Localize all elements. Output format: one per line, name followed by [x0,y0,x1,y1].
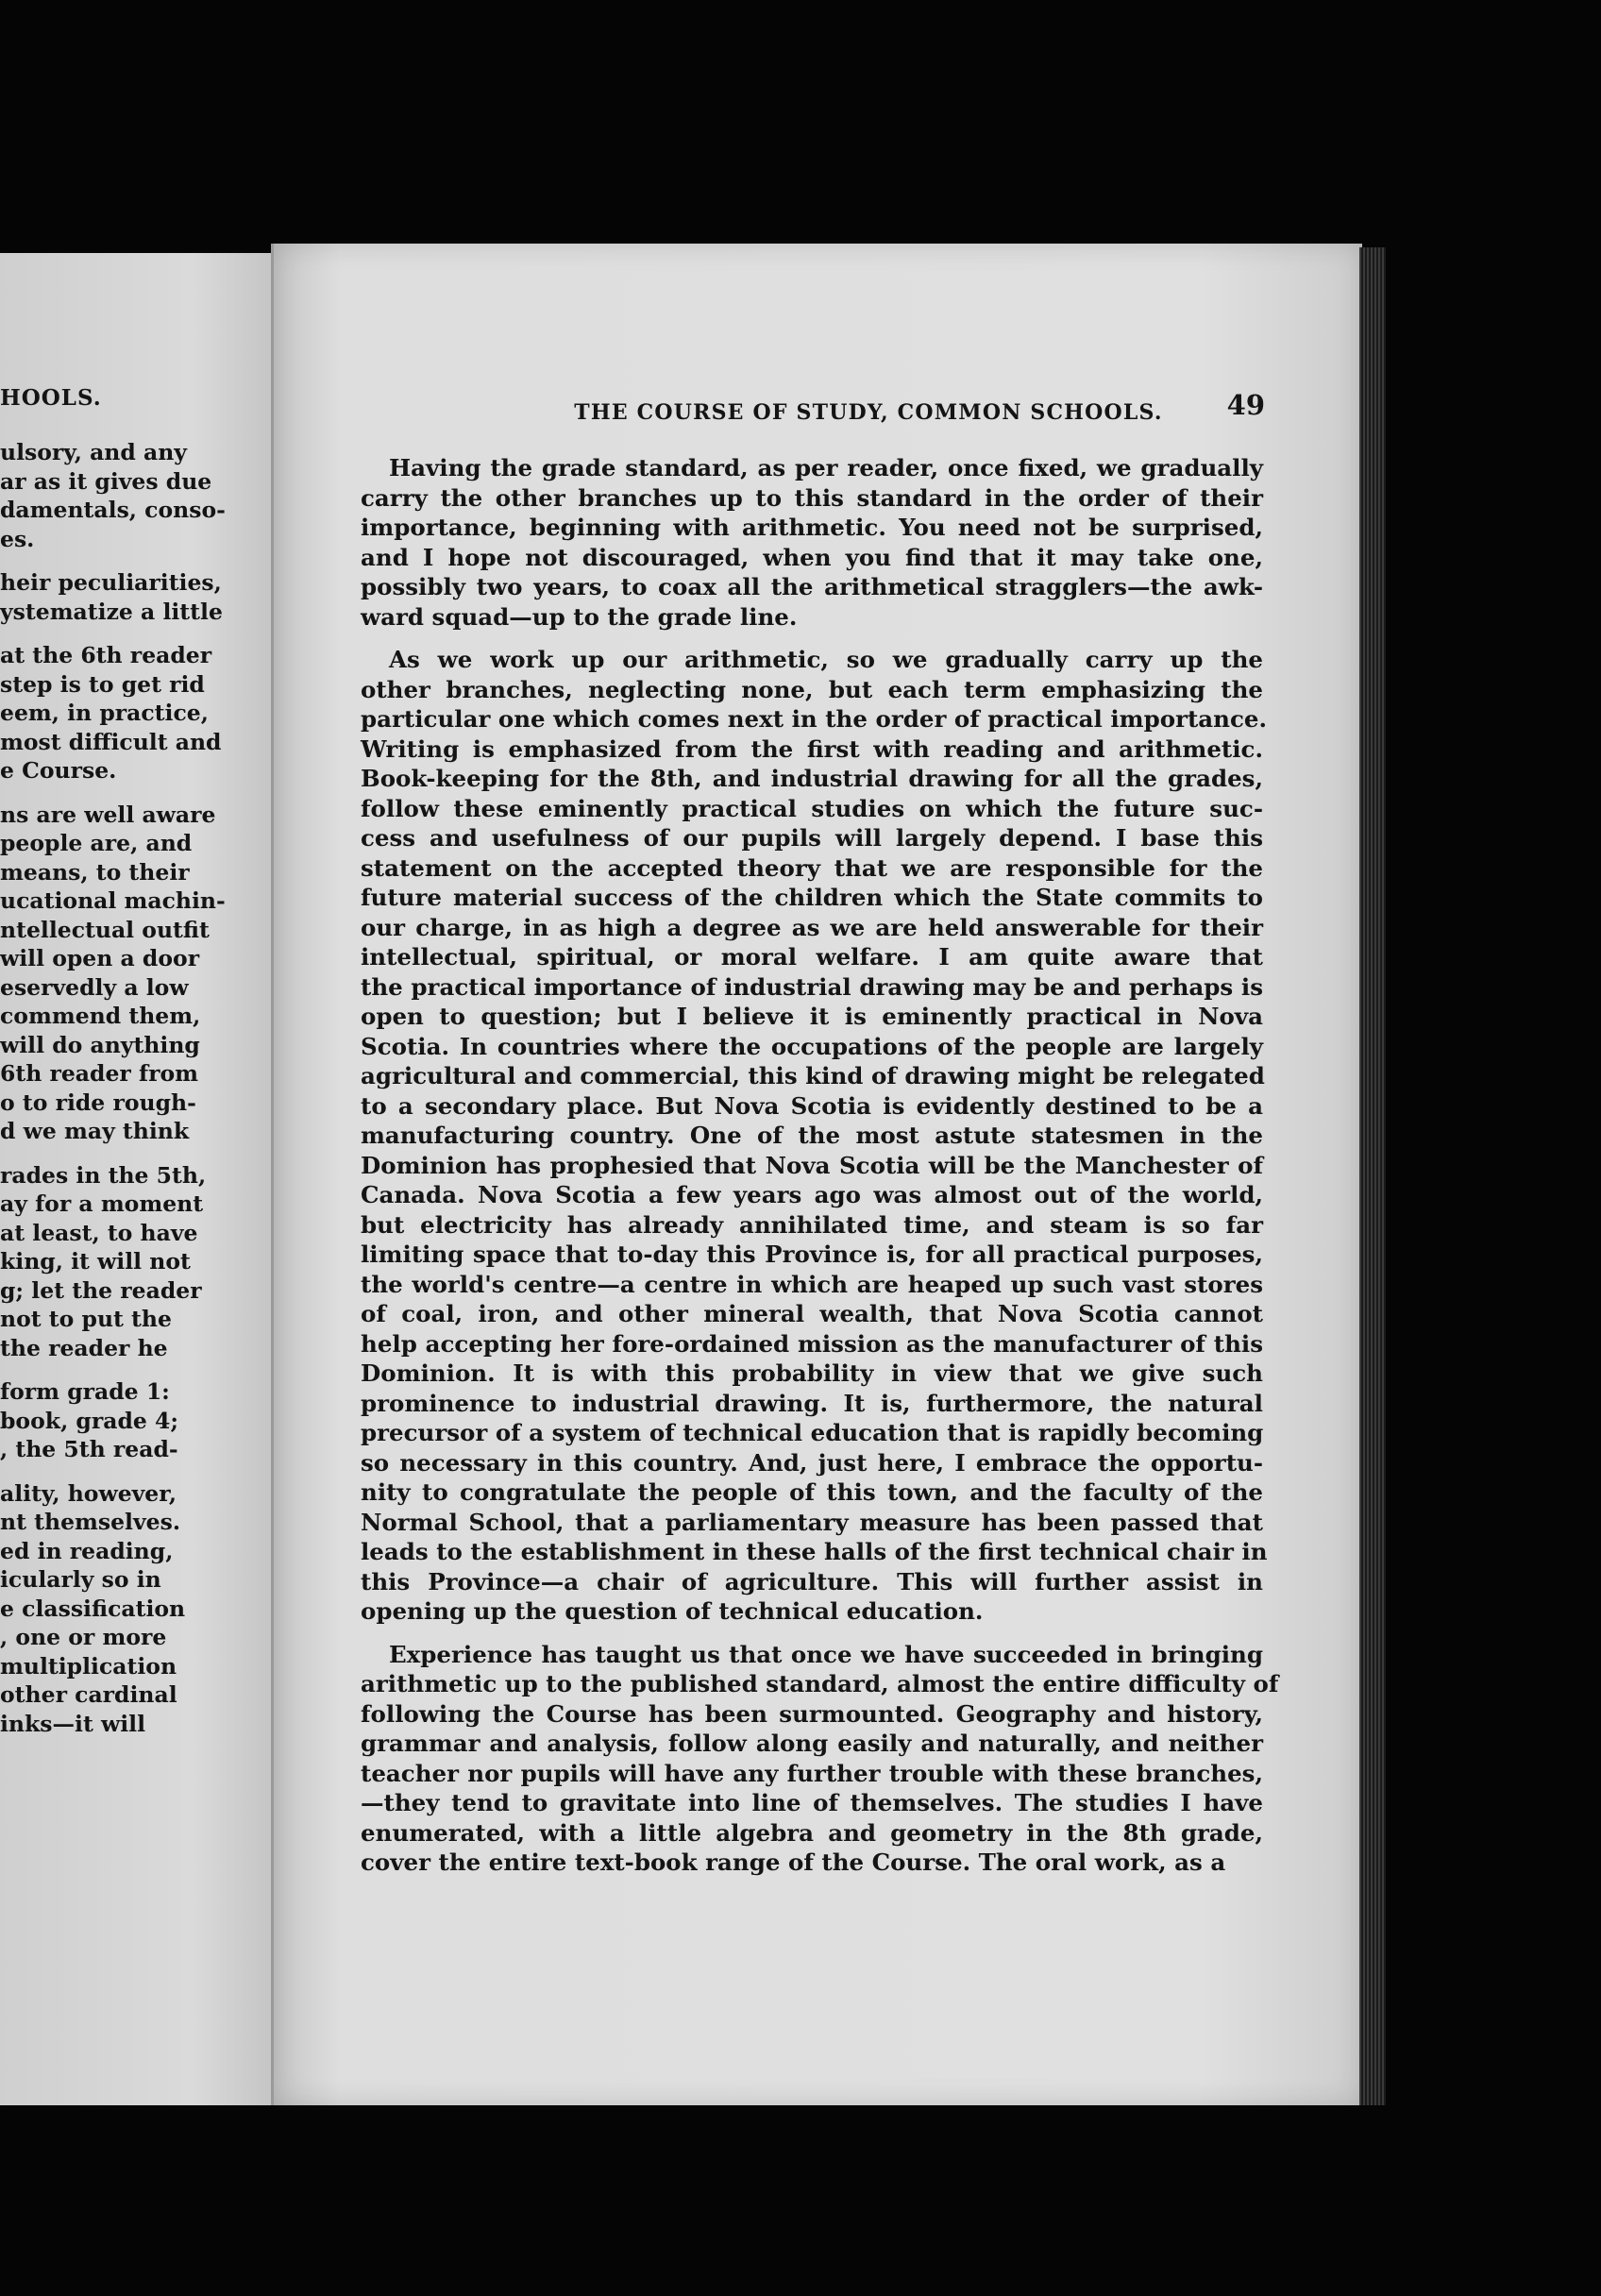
page-number: 49 [1226,389,1265,421]
text-line: —they tend to gravitate into line of themselves. The studies I have [361,1789,1263,1816]
text-line: not to put the [0,1306,172,1332]
text-line: ntellectual outfit [0,916,210,943]
text-line: the world's centre—a centre in which are heaped up such vast stores [361,1270,1263,1298]
paragraph [0,801,276,1146]
text-line: commend them, [0,1003,201,1029]
text-line: intellectual, spiritual, or moral welfare. I am quite aware that [361,943,1263,971]
text-line: carry the other branches up to this standard in the order of their [361,483,1263,512]
text-line: following the Course has been surmounted. Geography and history, [361,1699,1263,1728]
text-line: follow these eminently practical studies on which the future suc- [361,794,1263,822]
text-line: heir peculiarities, [0,569,222,596]
text-line: possibly two years, to coax all the arithmetical stragglers—the awk- [361,573,1263,600]
paragraph [361,645,1268,1627]
text-line: As we work up our arithmetic, so we gradually carry up the [389,646,1263,673]
text-line: , the 5th read- [0,1436,178,1462]
text-line: cover the entire text-book range of the Course. The oral work, as a [361,1849,1226,1876]
paragraph [0,438,276,553]
text-line: this Province—a chair of agriculture. This will further assist in [361,1567,1263,1595]
text-line: will do anything [0,1031,200,1058]
right-page [271,244,1362,2105]
text-line: o to ride rough- [0,1089,196,1116]
text-line: manufacturing country. One of the most astute statesmen in the [361,1122,1263,1149]
text-line: open to question; but I believe it is eminently practical in Nova [361,1003,1263,1030]
text-line: the practical importance of industrial drawing may be and perhaps is [361,972,1263,1001]
text-line: es. [0,525,35,552]
text-line: inks—it will [0,1710,146,1737]
paragraph [361,453,1263,632]
text-line: eservedly a low [0,973,189,1001]
text-line: , one or more [0,1624,167,1650]
text-line: at least, to have [0,1219,198,1246]
paragraph [0,1377,276,1464]
text-line: e Course. [0,757,117,784]
paragraph [0,1161,276,1363]
text-line: form grade 1: [0,1378,170,1405]
left-page-header: HOOLS. [0,385,102,411]
text-line: teacher nor pupils will have any further trouble with these branches, [361,1759,1263,1787]
text-line: of coal, iron, and other mineral wealth, that Nova Scotia cannot [361,1300,1263,1327]
text-line: ns are well aware [0,801,216,828]
text-line: Having the grade standard, as per reader, once fixed, we gradually [389,454,1263,481]
text-line: multiplication [0,1652,177,1680]
text-line: nity to congratulate the people of this town, and the faculty of the [361,1478,1263,1506]
text-line: Experience has taught us that once we have succeeded in bringing [389,1640,1263,1668]
text-line: grammar and analysis, follow along easily and naturally, and neither [361,1730,1263,1757]
body-text [361,453,1279,1891]
text-line: ulsory, and any [0,439,187,465]
text-line: prominence to industrial drawing. It is, furthermore, the natural [361,1389,1263,1417]
text-line: statement on the accepted theory that we are responsible for the [361,853,1263,882]
paragraph [361,1640,1279,1878]
text-line: ality, however, [0,1479,177,1507]
text-line: Canada. Nova Scotia a few years ago was almost out of the world, [361,1181,1263,1208]
text-line: other branches, neglecting none, but each term emphasizing the [361,675,1263,703]
text-line: Writing is emphasized from the first with reading and arithmetic. [361,734,1263,763]
text-line: precursor of a system of technical education that is rapidly becoming [361,1419,1264,1446]
text-line: importance, beginning with arithmetic. You need not be surprised, [361,514,1263,541]
text-line: future material success of the children which the State commits to [361,884,1263,911]
text-line: ed in reading, [0,1537,174,1564]
text-line: rades in the 5th, [0,1161,207,1189]
text-line: other cardinal [0,1681,177,1708]
text-line: enumerated, with a little algebra and geometry in the 8th grade, [361,1818,1263,1847]
text-line: ar as it gives due [0,467,212,495]
text-line: 6th reader from [0,1060,199,1087]
left-page [0,253,276,2105]
text-line: d we may think [0,1118,190,1144]
text-line: people are, and [0,830,193,856]
text-line: Normal School, that a parliamentary measure has been passed that [361,1508,1263,1536]
text-line: eem, in practice, [0,700,209,726]
text-line: limiting space that to-day this Province is, for all practical purposes, [361,1241,1263,1268]
text-line: ucational machin- [0,887,226,914]
text-line: step is to get rid [0,670,205,698]
text-line: particular one which comes next in the order of practical importance. [361,705,1268,733]
text-line: g; let the reader [0,1276,202,1304]
text-line: our charge, in as high a degree as we are held answerable for their [361,913,1263,941]
text-line: and I hope not discouraged, when you find that it may take one, [361,543,1263,571]
text-line: leads to the establishment in these halls of the first technical chair in [361,1538,1268,1565]
text-line: Dominion. It is with this probability in view that we give such [361,1359,1263,1387]
text-line: at the 6th reader [0,642,212,668]
text-line: opening up the question of technical education. [361,1597,984,1625]
paragraph [0,1479,276,1739]
text-line: ystematize a little [0,598,223,625]
text-line: will open a door [0,945,200,971]
text-line: icularly so in [0,1566,161,1593]
running-head: THE COURSE OF STUDY, COMMON SCHOOLS. [574,400,1163,425]
text-line: to a secondary place. But Nova Scotia is evidently destined to be a [361,1091,1263,1120]
text-line: ay for a moment [0,1190,204,1217]
text-line: help accepting her fore-ordained mission as the manufacturer of this [361,1329,1263,1358]
text-line: Book-keeping for the 8th, and industrial drawing for all the grades, [361,765,1263,792]
text-line: damentals, conso- [0,497,226,523]
text-line: cess and usefulness of our pupils will largely depend. I base this [361,824,1263,852]
text-line: agricultural and commercial, this kind of drawing might be relegated [361,1062,1265,1089]
text-line: ward squad—up to the grade line. [361,602,798,631]
left-page-text [0,438,276,1753]
text-line: so necessary in this country. And, just here, I embrace the opportu- [361,1448,1263,1477]
text-line: most difficult and [0,728,222,755]
text-line: arithmetic up to the published standard, almost the entire difficulty of [361,1670,1279,1697]
text-line: but electricity has already annihilated time, and steam is so far [361,1210,1263,1239]
text-line: e classification [0,1595,186,1622]
text-line: means, to their [0,858,190,886]
text-line: book, grade 4; [0,1407,179,1434]
page-edge [1359,247,1386,2105]
paragraph [0,641,276,785]
paragraph [0,568,276,626]
text-line: the reader he [0,1334,168,1361]
text-line: king, it will not [0,1248,191,1275]
text-line: Scotia. In countries where the occupations of the people are largely [361,1032,1263,1060]
text-line: Dominion has prophesied that Nova Scotia will be the Manchester of [361,1151,1263,1179]
text-line: nt themselves. [0,1509,181,1535]
